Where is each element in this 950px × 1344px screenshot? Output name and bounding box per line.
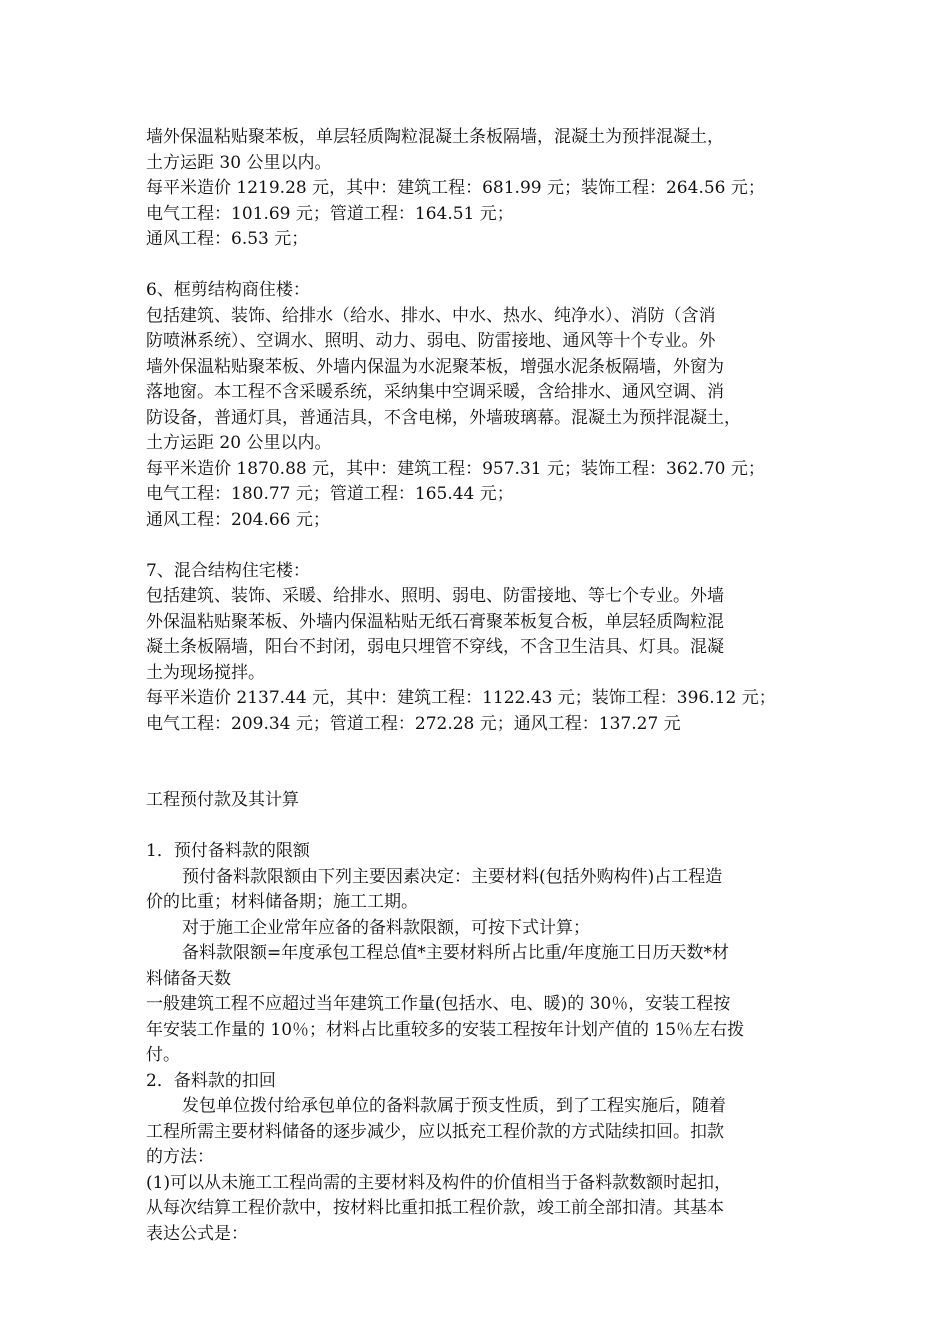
paragraph-line: 防设备，普通灯具，普通洁具，不含电梯，外墙玻璃幕。混凝土为预拌混凝土， [146, 407, 741, 428]
paragraph-line: 墙外保温粘贴聚苯板、外墙内保温为水泥聚苯板，增强水泥条板隔墙，外窗为 [146, 356, 724, 377]
paragraph-line: 工程所需主要材料储备的逐步减少，应以抵充工程价款的方式陆续扣回。扣款 [146, 1121, 724, 1142]
paragraph-line: 从每次结算工程价款中，按材料比重扣抵工程价款，竣工前全部扣清。其基本 [146, 1198, 724, 1218]
cost-line: 每平米造价 1219.28 元，其中：建筑工程：681.99 元；装饰工程：264.56 元； [146, 178, 765, 198]
cost-line: 电气工程：101.69 元；管道工程：164.51 元； [146, 203, 514, 224]
document-page [146, 125, 816, 1247]
paragraph-line: 包括建筑、装饰、给排水（给水、排水、中水、热水、纯净水）、消防（含消 [146, 305, 716, 326]
paragraph-line: 对于施工企业常年应备的备料款限额，可按下式计算； [182, 917, 590, 938]
paragraph-line: 年安装工作量的 10％；材料占比重较多的安装工程按年计划产值的 15％左右拨 [146, 1019, 745, 1040]
paragraph-line: 落地窗。本工程不含采暖系统，采纳集中空调采暖，含给排水、通风空调、消 [146, 382, 724, 402]
paragraph-line: 价的比重；材料储备期；施工工期。 [146, 892, 418, 912]
formula-line: 备料款限额=年度承包工程总值*主要材料所占比重/年度施工日历天数*材 [182, 943, 729, 963]
formula-line: 料储备天数 [146, 968, 231, 989]
paragraph-line: 土为现场搅拌。 [146, 662, 265, 683]
paragraph-line: 凝土条板隔墙，阳台不封闭，弱电只埋管不穿线，不含卫生洁具、灯具。混凝 [146, 637, 724, 657]
cost-line: 电气工程：180.77 元；管道工程：165.44 元； [146, 484, 514, 504]
section-title: 7、混合结构住宅楼： [146, 560, 310, 581]
subsection-title: 2．备料款的扣回 [146, 1070, 276, 1091]
paragraph-line: 墙外保温粘贴聚苯板，单层轻质陶粒混凝土条板隔墙，混凝土为预拌混凝土， [146, 127, 724, 147]
cost-line: 每平米造价 1870.88 元，其中：建筑工程：957.31 元；装饰工程：362.70 元； [146, 458, 765, 479]
paragraph-line: 的方法： [146, 1147, 214, 1167]
cost-line: 每平米造价 2137.44 元，其中：建筑工程：1122.43 元；装饰工程：396.12 元； [146, 688, 776, 708]
cost-line: 通风工程：6.53 元； [146, 229, 309, 249]
paragraph-line: 包括建筑、装饰、采暖、给排水、照明、弱电、防雷接地、等七个专业。外墙 [146, 586, 724, 606]
section7 [146, 559, 816, 738]
paragraph-line: 预付备料款限额由下列主要因素决定：主要材料(包括外购构件)占工程造 [182, 866, 723, 887]
advance-sub1 [146, 839, 816, 1069]
advance-heading: 工程预付款及其计算 [146, 790, 299, 810]
paragraph-line: 土方运距 20 公里以内。 [146, 433, 332, 453]
cost-line: 通风工程：204.66 元； [146, 509, 330, 530]
paragraph-line: 一般建筑工程不应超过当年建筑工作量(包括水、电、暖)的 30％，安装工程按 [146, 994, 731, 1014]
paragraph-line: 发包单位拨付给承包单位的备料款属于预支性质，到了工程实施后，随着 [182, 1096, 726, 1116]
paragraph-line: 付。 [146, 1045, 180, 1065]
section6 [146, 278, 816, 533]
paragraph-line: 防喷淋系统）、空调水、照明、动力、弱电、防雷接地、通风等十个专业。外 [146, 331, 716, 351]
paragraph-line: 土方运距 30 公里以内。 [146, 152, 332, 173]
section5-tail [146, 125, 816, 253]
section-title: 6、框剪结构商住楼： [146, 280, 310, 300]
paragraph-line: 表达公式是： [146, 1223, 248, 1244]
subsection-title: 1．预付备料款的限额 [146, 841, 310, 861]
cost-line: 电气工程：209.34 元；管道工程：272.28 元；通风工程：137.27 元 [146, 713, 681, 734]
paragraph-line: 外保温粘贴聚苯板、外墙内保温粘贴无纸石膏聚苯板复合板，单层轻质陶粒混 [146, 611, 724, 632]
paragraph-line: (1)可以从未施工工程尚需的主要材料及构件的价值相当于备料款数额时起扣， [146, 1172, 732, 1193]
advance-sub2 [146, 1069, 816, 1248]
